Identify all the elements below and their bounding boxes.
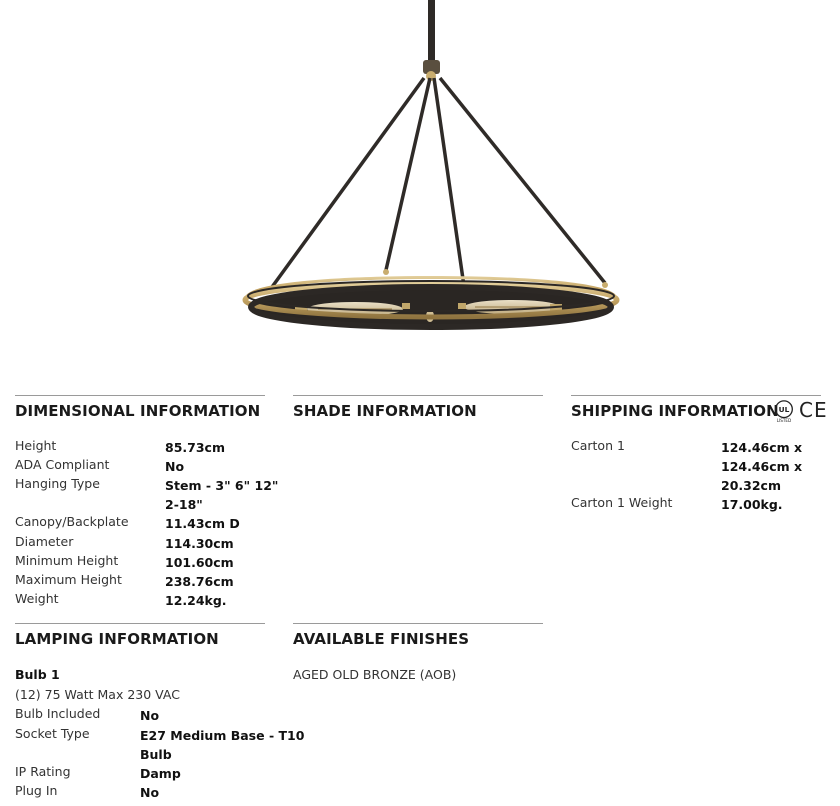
spec-label: Carton 1 Weight (571, 495, 673, 510)
available-finishes-section (293, 623, 543, 724)
spec-label: Minimum Height (15, 553, 119, 568)
spec-value: 101.60cm (165, 555, 234, 570)
spec-value: No (165, 459, 185, 474)
spec-value: 85.73cm (165, 440, 225, 455)
spec-label: Height (15, 438, 57, 453)
lamping-information-title: LAMPING INFORMATION (15, 630, 219, 648)
spec-label: Weight (15, 591, 59, 606)
spec-value: Stem - 3" 6" 12" (165, 478, 279, 493)
dimensional-information-title: DIMENSIONAL INFORMATION (15, 402, 261, 420)
spec-label: ADA Compliant (15, 457, 110, 472)
shipping-information-title: SHIPPING INFORMATION (571, 402, 779, 420)
spec-label: Maximum Height (15, 572, 122, 587)
spec-value: 114.30cm (165, 536, 234, 551)
chandelier-product-image (0, 0, 840, 380)
spec-value: No (140, 708, 160, 723)
lamping-information-section (15, 623, 305, 804)
shade-information-section (293, 395, 543, 616)
spec-label: Socket Type (15, 726, 90, 741)
spec-value: 238.76cm (165, 574, 234, 589)
spec-label: Diameter (15, 534, 74, 549)
spec-label: Canopy/Backplate (15, 514, 129, 529)
spec-value: 12.24kg. (165, 593, 227, 608)
spec-value: 20.32cm (721, 478, 781, 493)
ul-listed-icon (772, 399, 796, 423)
spec-value: Damp (140, 766, 181, 781)
spec-value: 124.46cm x (721, 440, 803, 455)
spec-label: Bulb Included (15, 706, 101, 721)
spec-value: 124.46cm x (721, 459, 803, 474)
spec-value: No (140, 785, 160, 800)
spec-value: Bulb (140, 747, 172, 762)
spec-label: Carton 1 (571, 438, 625, 453)
ce-mark-icon: CE (799, 398, 828, 422)
ul-mark-text: UL (778, 404, 790, 414)
spec-label: Plug In (15, 783, 58, 798)
spec-label: IP Rating (15, 764, 71, 779)
spec-label: Hanging Type (15, 476, 100, 491)
spec-value: 17.00kg. (721, 497, 783, 512)
listed-mark-text: LISTED (776, 418, 792, 423)
shipping-information-section (571, 395, 828, 536)
finish-item: AGED OLD BRONZE (AOB) (293, 667, 457, 682)
spec-value: E27 Medium Base - T10 (140, 728, 305, 743)
bulb-description: (12) 75 Watt Max 230 VAC (15, 687, 180, 702)
spec-value: 2-18" (165, 497, 203, 512)
spec-value: 11.43cm D (165, 516, 240, 531)
bulb-title: Bulb 1 (15, 667, 60, 682)
dimensional-information-section (15, 395, 279, 616)
available-finishes-title: AVAILABLE FINISHES (293, 630, 470, 648)
shade-information-title: SHADE INFORMATION (293, 402, 477, 420)
